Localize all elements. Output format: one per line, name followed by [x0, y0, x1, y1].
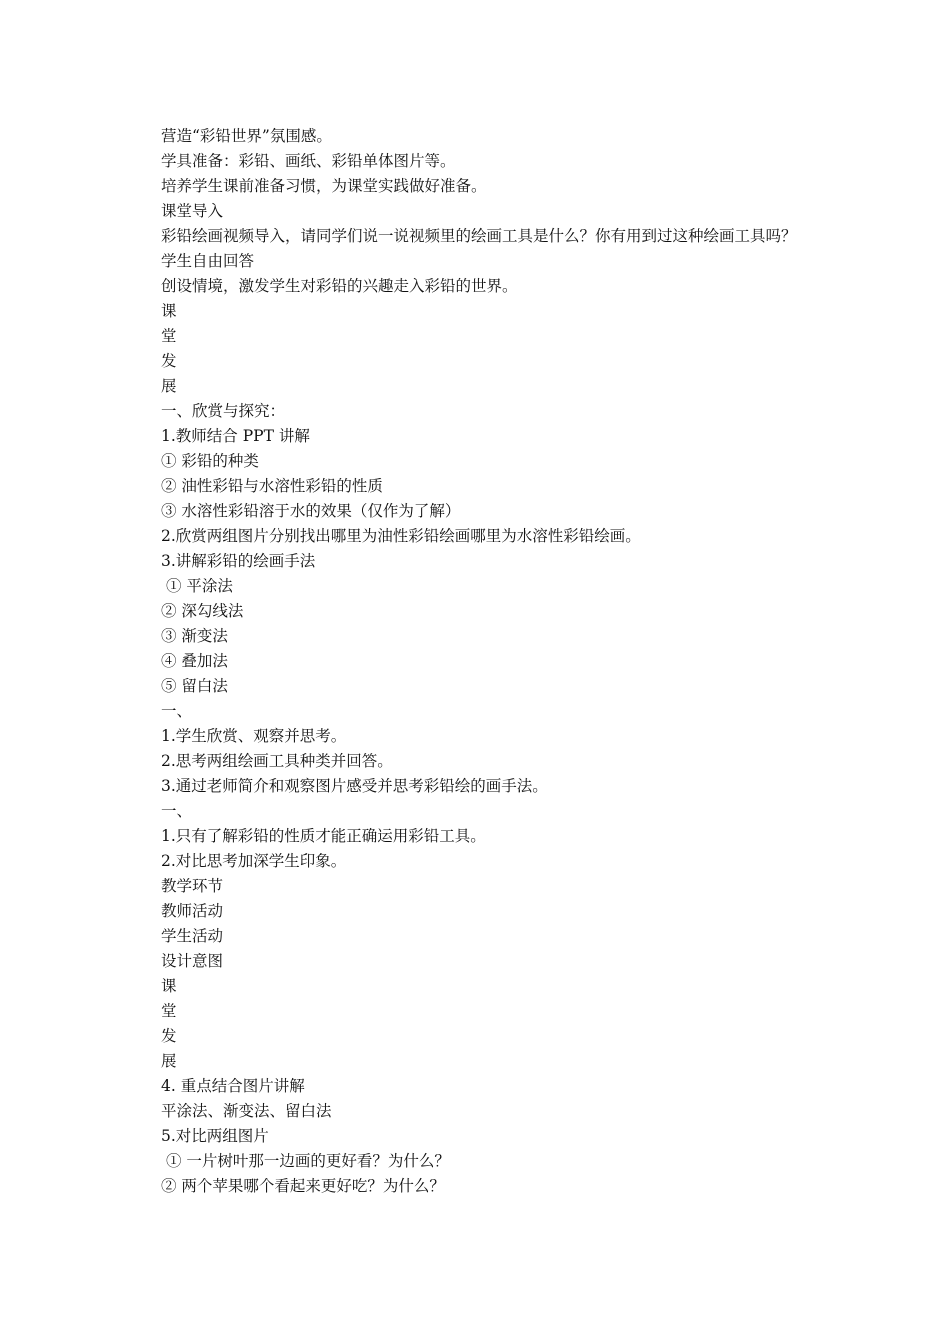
list-item: ③ 渐变法 [161, 627, 228, 645]
list-item: ① 一片树叶那一边画的更好看？为什么？ [166, 1152, 450, 1170]
text-line: 一、 [161, 702, 193, 720]
document-body [145, 124, 815, 1199]
list-item: ② 深勾线法 [161, 602, 244, 620]
table-header-cell: 教师活动 [161, 902, 224, 920]
text-line: 创设情境，激发学生对彩铅的兴趣走入彩铅的世界。 [161, 277, 518, 295]
list-item: ① 平涂法 [166, 577, 233, 595]
table-header-cell: 教学环节 [161, 877, 224, 895]
table-header-cell: 设计意图 [161, 952, 224, 970]
list-item: 3.讲解彩铅的绘画手法 [161, 552, 316, 570]
list-item: ② 两个苹果哪个看起来更好吃？为什么？ [161, 1177, 445, 1195]
vertical-char: 课 [161, 977, 177, 995]
list-item: 2.对比思考加深学生印象。 [161, 852, 347, 870]
text-line: 营造“彩铅世界”氛围感。 [161, 127, 332, 145]
vertical-char: 堂 [161, 327, 177, 345]
section-heading: 课堂导入 [161, 202, 224, 220]
list-item: ⑤ 留白法 [161, 677, 228, 695]
vertical-char: 展 [161, 1052, 177, 1070]
list-item: ① 彩铅的种类 [161, 452, 259, 470]
list-item: 1.只有了解彩铅的性质才能正确运用彩铅工具。 [161, 827, 486, 845]
section-heading: 一、欣赏与探究： [161, 402, 286, 420]
vertical-char: 堂 [161, 1002, 177, 1020]
list-item: ③ 水溶性彩铅溶于水的效果（仅作为了解） [161, 502, 461, 520]
list-item: 2.思考两组绘画工具种类并回答。 [161, 752, 393, 770]
vertical-char: 展 [161, 377, 177, 395]
list-item: 1.教师结合 PPT 讲解 [161, 427, 310, 445]
list-item: 3.通过老师简介和观察图片感受并思考彩铅绘的画手法。 [161, 777, 548, 795]
vertical-char: 发 [161, 352, 177, 370]
list-item: 5.对比两组图片 [161, 1127, 269, 1145]
text-line: 培养学生课前准备习惯，为课堂实践做好准备。 [161, 177, 487, 195]
text-line: 学具准备：彩铅、画纸、彩铅单体图片等。 [161, 152, 456, 170]
list-item: 4. 重点结合图片讲解 [161, 1077, 305, 1095]
table-header-cell: 学生活动 [161, 927, 224, 945]
text-line: 一、 [161, 802, 193, 820]
list-item: 2.欣赏两组图片分别找出哪里为油性彩铅绘画哪里为水溶性彩铅绘画。 [161, 527, 641, 545]
list-item: 1.学生欣赏、观察并思考。 [161, 727, 347, 745]
wrapped-paragraph: 彩铅绘画视频导入，请同学们说一说视频里的绘画工具是什么？你有用到过这种绘画工具吗？ [161, 227, 797, 245]
list-item: ④ 叠加法 [161, 652, 228, 670]
text-line: 平涂法、渐变法、留白法 [161, 1102, 332, 1120]
text-line: 学生自由回答 [161, 252, 255, 270]
vertical-char: 发 [161, 1027, 177, 1045]
list-item: ② 油性彩铅与水溶性彩铅的性质 [161, 477, 383, 495]
vertical-char: 课 [161, 302, 177, 320]
